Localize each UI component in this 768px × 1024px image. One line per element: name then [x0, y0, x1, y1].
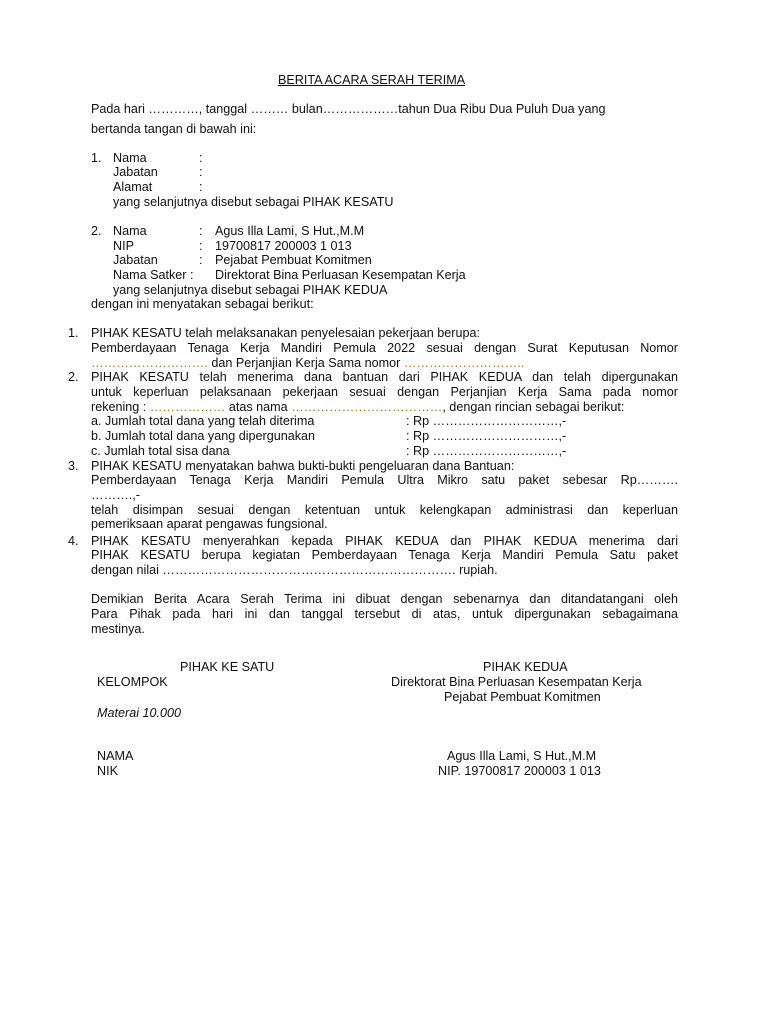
party1-number: 1. [91, 151, 102, 165]
clause-1-line-3 [91, 356, 524, 371]
clause-2-number: 2. [68, 370, 79, 384]
party2-value-satker: Direktorat Bina Perluasan Kesempatan Kerja [215, 268, 466, 282]
signature-left-heading: PIHAK KE SATU [180, 660, 275, 674]
closing-line-2: Para Pihak pada hari ini dan tanggal tersebut di atas, untuk dipergunakan sebagaimana [91, 607, 678, 621]
clause-4-line-2: PIHAK KESATU berupa kegiatan Pemberdayaan Tenaga Kerja Mandiri Pemula Satu paket [91, 548, 678, 562]
party2-colon: : [199, 253, 203, 267]
fund-item-label: c. Jumlah total sisa dana [91, 444, 230, 458]
party2-colon: : [199, 239, 203, 253]
party2-number: 2. [91, 224, 102, 238]
signature-left-id: NIK [97, 764, 118, 778]
fund-item-label: b. Jumlah total dana yang dipergunakan [91, 429, 316, 443]
signature-right-org: Direktorat Bina Perluasan Kesempatan Kerja [391, 675, 642, 689]
closing-line-1: Demikian Berita Acara Serah Terima ini dibuat dengan sebenarnya dan ditandatangani oleh [91, 592, 678, 606]
clause-2-line-1: PIHAK KESATU telah menerima dana bantuan dari PIHAK KEDUA dan telah dipergunakan [91, 370, 678, 384]
clause-2-text: rekening : [91, 400, 150, 414]
signature-right-position: Pejabat Pembuat Komitmen [444, 690, 601, 704]
party2-colon: : [199, 224, 203, 238]
party1-label-jabatan: Jabatan [113, 165, 158, 179]
blank-dots: ……………… [149, 400, 226, 414]
closing-line-3: mestinya. [91, 622, 145, 636]
party2-value-nama: Agus Illa Lami, S Hut.,M.M [215, 224, 365, 238]
clause-1-line-1: PIHAK KESATU telah melaksanakan penyelesaian pekerjaan berupa: [91, 326, 481, 340]
party2-label-nama: Nama [113, 224, 147, 238]
intro-line-2: bertanda tangan di bawah ini: [91, 122, 257, 136]
clause-3-line-3: ……….,- [91, 488, 140, 502]
stamp-duty-label: Materai 10.000 [97, 706, 182, 720]
clause-2-text: , dengan rincian sebagai berikut: [442, 400, 625, 414]
clause-3-line-1: PIHAK KESATU menyatakan bahwa bukti-bukti pengeluaran dana Bantuan: [91, 459, 515, 473]
fund-item-value: : Rp …………………………,- [406, 444, 567, 458]
clause-1-number: 1. [68, 326, 79, 340]
party2-footer: yang selanjutnya disebut sebagai PIHAK KEDUA [113, 283, 388, 297]
party1-colon: : [199, 165, 203, 179]
signature-right-name: Agus Illa Lami, S Hut.,M.M [447, 749, 597, 763]
party1-label-alamat: Alamat [113, 180, 153, 194]
party1-label-nama: Nama [113, 151, 147, 165]
party2-label-satker: Nama Satker : [113, 268, 194, 282]
clause-3-line-2: Pemberdayaan Tenaga Kerja Mandiri Pemula Ultra Mikro satu paket sebesar Rp………. [91, 473, 678, 487]
document-title: BERITA ACARA SERAH TERIMA [278, 73, 466, 87]
clause-1-line-2: Pemberdayaan Tenaga Kerja Mandiri Pemula 2022 sesuai dengan Surat Keputusan Nomor [91, 341, 678, 355]
clause-2-line-3 [91, 400, 624, 415]
party2-value-nip: 19700817 200003 1 013 [215, 239, 352, 253]
party2-statement: dengan ini menyatakan sebagai berikut: [91, 297, 314, 311]
signature-left-org: KELOMPOK [97, 675, 168, 689]
party1-colon: : [199, 151, 203, 165]
clause-2-text: atas nama [225, 400, 292, 414]
party1-colon: : [199, 180, 203, 194]
clause-1-text: dan Perjanjian Kerja Sama nomor [207, 356, 404, 370]
party2-label-jabatan: Jabatan [113, 253, 158, 267]
clause-3-line-5: pemeriksaan aparat pengawas fungsional. [91, 517, 328, 531]
party2-label-nip: NIP [113, 239, 134, 253]
clause-4-line-1: PIHAK KESATU menyerahkan kepada PIHAK KEDUA dan PIHAK KEDUA menerima dari [91, 534, 678, 548]
fund-item-value: : Rp …………………………,- [406, 429, 567, 443]
fund-item-value: : Rp …………………………,- [406, 414, 567, 428]
blank-dots: ………………………. [91, 356, 208, 370]
clause-2-line-2: untuk keperluan pelaksanaan pekerjaan sesuai dengan Perjanjian Kerja Sama pada nomor [91, 385, 678, 399]
clause-4-line-3: dengan nilai ……………………………………………………………. rupiah. [91, 563, 498, 577]
signature-left-name: NAMA [97, 749, 134, 763]
clause-3-number: 3. [68, 459, 79, 473]
blank-dots: ……………………………… [291, 400, 443, 414]
blank-dots: ……………………….. [403, 356, 525, 370]
fund-item-label: a. Jumlah total dana yang telah diterima [91, 414, 315, 428]
signature-right-heading: PIHAK KEDUA [483, 660, 568, 674]
clause-4-number: 4. [68, 534, 79, 548]
intro-line-1: Pada hari …………, tanggal ……… bulan………………tahun Dua Ribu Dua Puluh Dua yang [91, 102, 606, 116]
clause-3-line-4: telah disimpan sesuai dengan ketentuan untuk kelengkapan administrasi dan keperluan [91, 503, 678, 517]
party2-value-jabatan: Pejabat Pembuat Komitmen [215, 253, 372, 267]
signature-right-id: NIP. 19700817 200003 1 013 [438, 764, 601, 778]
party1-footer: yang selanjutnya disebut sebagai PIHAK KESATU [113, 195, 394, 209]
